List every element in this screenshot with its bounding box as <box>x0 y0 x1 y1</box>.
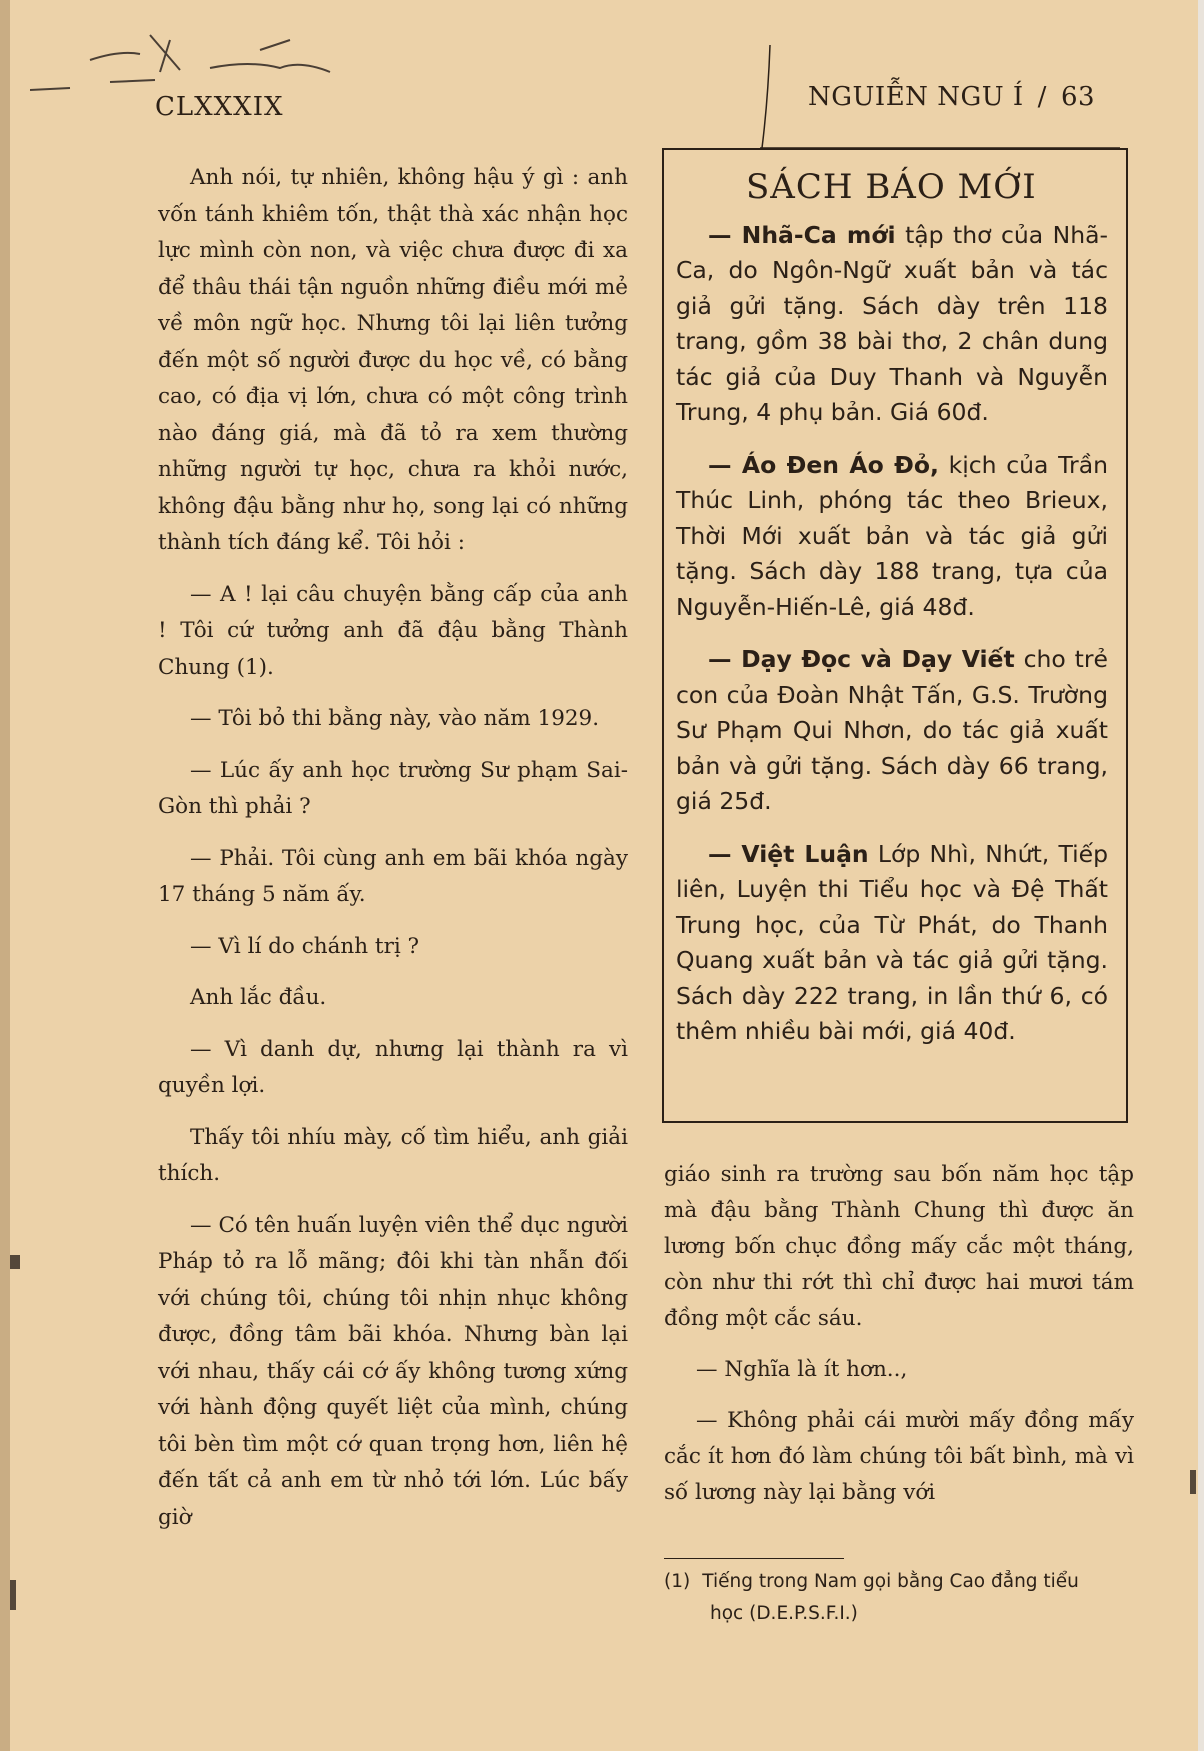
book-entry <box>676 642 1108 820</box>
left-column <box>158 160 628 1551</box>
book-title: — Áo Đen Áo Đỏ, <box>708 450 939 479</box>
footnote-line: học (D.E.P.S.F.I.) <box>710 1603 858 1624</box>
book-description: tập thơ của Nhã-Ca, do Ngôn-Ngữ xuất bản và tác giả gửi tặng. Sách dày trên 118 trang, gồm 38 bài thơ, 2 chân dung tác giả của Duy Thanh và Nguyễn Trung, 4 phụ bản. Giá 60đ. <box>676 220 1108 426</box>
paragraph: — Nghĩa là ít hơn.., <box>696 1357 908 1382</box>
book-title: — Dạy Đọc và Dạy Viết <box>708 645 1015 673</box>
book-entry <box>676 448 1108 626</box>
section-number: CLXXXIX <box>155 92 284 122</box>
footnote-line <box>664 1566 1134 1598</box>
paragraph: — Phải. Tôi cùng anh em bãi khóa ngày 17 tháng 5 năm ấy. <box>158 845 628 907</box>
paragraph: — Vì lí do chánh trị ? <box>190 933 420 959</box>
book-entry <box>676 837 1108 1050</box>
header-separator: / <box>1037 82 1047 112</box>
new-books-box <box>662 148 1128 1123</box>
book-description: cho trẻ con của Đoàn Nhật Tấn, G.S. Trường Sư Phạm Qui Nhơn, do tác giả xuất bản và gửi tặng. Sách dày 66 trang, giá 25đ. <box>676 645 1109 815</box>
book-title: — Nhã-Ca mới <box>708 220 896 249</box>
box-title: SÁCH BÁO MỚI <box>746 167 1037 207</box>
footnote-number: (1) <box>664 1571 691 1592</box>
page-edge-margin <box>1198 0 1204 1751</box>
paragraph: Thấy tôi nhíu mày, cố tìm hiểu, anh giải thích. <box>158 1124 628 1186</box>
right-column <box>664 1157 1134 1526</box>
running-title: NGUIỄN NGU Í <box>808 82 1024 112</box>
paragraph: Anh lắc đầu. <box>190 985 327 1010</box>
paragraph: — A ! lại câu chuyện bằng cấp của anh ! Tôi cứ tưởng anh đã đậu bằng Thành Chung (1). <box>158 581 628 680</box>
margin-mark <box>10 1255 20 1269</box>
book-description: Lớp Nhì, Nhứt, Tiếp liên, Luyện thi Tiểu học và Đệ Thất Trung học, của Từ Phát, do Thanh Quang xuất bản và tác giả gửi tặng. Sách dày 222 trang, in lần thứ 6, có thêm nhiều bài mới, giá 40đ. <box>676 839 1109 1045</box>
header-rule <box>760 40 1140 160</box>
book-entry <box>676 218 1108 431</box>
paragraph: Anh nói, tự nhiên, không hậu ý gì : anh vốn tánh khiêm tốn, thật thà xác nhận học lực mình còn non, và việc chưa được đi xa để thâu thái tận nguồn những điều mới mẻ về môn ngữ học. Nhưng tôi lại liên tưởng đến một số người được du học về, có bằng cao, có địa vị lớn, chưa có một công trình nào đáng giá, mà đã tỏ ra xem thường những người tự học, chưa ra khỏi nước, không đậu bằng như họ, song lại có những thành tích đáng kể. Tôi hỏi : <box>158 165 628 555</box>
paragraph: — Lúc ấy anh học trường Sư phạm Sai-Gòn thì phải ? <box>158 757 628 819</box>
paragraph: — Có tên huấn luyện viên thể dục người Pháp tỏ ra lỗ mãng; đôi khi tàn nhẫn đối với chúng tôi, chúng tôi nhịn nhục không được, đồng tâm bãi khóa. Nhưng bàn lại với nhau, thấy cái cớ ấy không tương xứng với hành động quyết liệt của mình, chúng tôi bèn tìm một cớ quan trọng hơn, liên hệ đến tất cả anh em từ nhỏ tới lớn. Lúc bấy giờ <box>158 1212 628 1530</box>
page-edge-shadow <box>0 0 10 1751</box>
margin-mark <box>1190 1470 1196 1494</box>
pencil-scribble <box>30 20 360 100</box>
paragraph: giáo sinh ra trường sau bốn năm học tập mà đậu bằng Thành Chung thì được ăn lương bốn chục đồng mấy cắc một tháng, còn như thi rớt thì chỉ được hai mươi tám đồng một cắc sáu. <box>664 1162 1134 1331</box>
paragraph: — Tôi bỏ thi bằng này, vào năm 1929. <box>190 706 600 731</box>
book-description: kịch của Trần Thúc Linh, phóng tác theo Brieux, Thời Mới xuất bản và tác giả gửi tặng. Sách dày 188 trang, tựa của Nguyễn-Hiến-Lê, giá 48đ. <box>676 450 1109 621</box>
book-title: — Việt Luận <box>708 839 869 868</box>
footnote-rule <box>664 1558 844 1559</box>
footnote <box>664 1566 1134 1630</box>
paragraph: — Không phải cái mười mấy đồng mấy cắc ít hơn đó làm chúng tôi bất bình, mà vì số lương này lại bằng với <box>664 1408 1134 1505</box>
margin-mark <box>10 1580 16 1610</box>
page-number: 63 <box>1060 82 1096 112</box>
footnote-text: Tiếng trong Nam gọi bằng Cao đẳng tiểu <box>702 1571 1079 1592</box>
paragraph: — Vì danh dự, nhưng lại thành ra vì quyền lợi. <box>158 1036 628 1098</box>
